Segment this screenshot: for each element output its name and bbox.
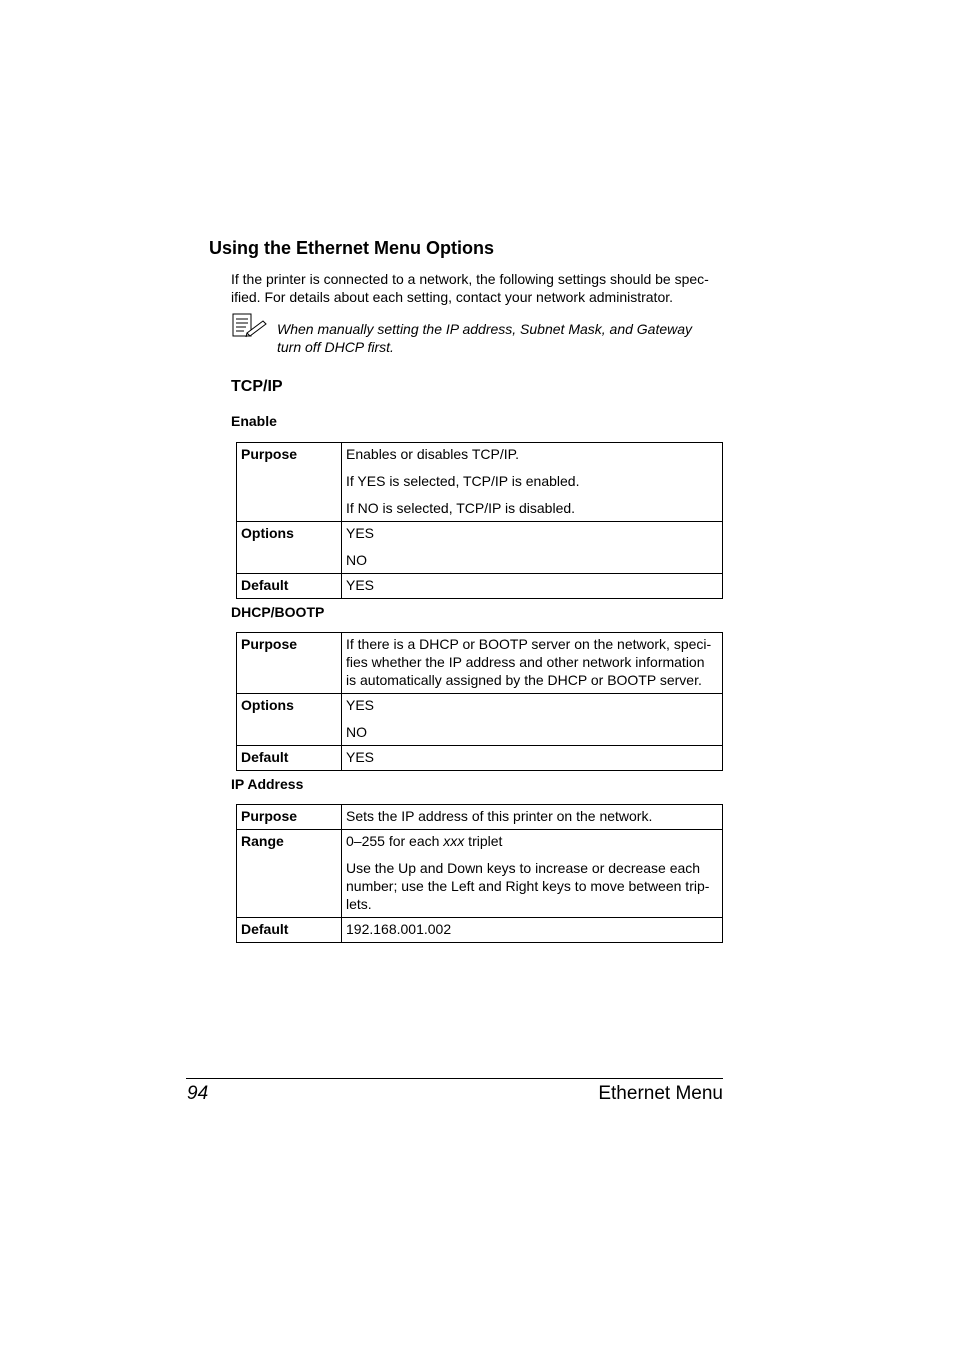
ip-address-table [236, 804, 723, 943]
purpose-line: Enables or disables TCP/IP. [346, 446, 520, 462]
purpose-label: Purpose [237, 633, 342, 694]
table-row [237, 830, 723, 918]
note-text-line-2: turn off DHCP first. [277, 339, 394, 355]
table-row [237, 694, 723, 746]
note-text-line-1: When manually setting the IP address, Subnet Mask, and Gateway [277, 321, 693, 337]
ip-address-heading: IP Address [231, 776, 304, 792]
table-row [237, 574, 723, 599]
footer-rule [186, 1078, 723, 1079]
purpose-label: Purpose [237, 805, 342, 830]
intro-paragraph: If the printer is connected to a network, the following settings should be spec- ified. For details about each setting, contact your network administrator. [231, 271, 709, 305]
range-label: Range [237, 830, 342, 918]
option-item: NO [346, 724, 367, 740]
table-row [237, 746, 723, 771]
table-row [237, 443, 723, 522]
table-row [237, 522, 723, 574]
purpose-value: If there is a DHCP or BOOTP server on the network, speci- fies whether the IP address and other network information is automatically assigned by the DHCP or BOOTP server. [342, 633, 723, 694]
option-item: NO [346, 552, 367, 568]
note-text [277, 320, 717, 356]
options-label: Options [237, 522, 342, 574]
default-value: 192.168.001.002 [342, 918, 723, 943]
table-row [237, 805, 723, 830]
purpose-line: If YES is selected, TCP/IP is enabled. [346, 473, 580, 489]
purpose-value [342, 443, 723, 522]
dhcp-heading: DHCP/BOOTP [231, 604, 325, 620]
table-row [237, 918, 723, 943]
options-label: Options [237, 694, 342, 746]
range-line [346, 832, 718, 850]
option-item: YES [346, 525, 375, 541]
enable-heading: Enable [231, 413, 277, 429]
range-italic: xxx [443, 833, 465, 849]
enable-table [236, 442, 723, 599]
range-suffix: triplet [464, 833, 503, 849]
default-label: Default [237, 746, 342, 771]
purpose-line: If NO is selected, TCP/IP is disabled. [346, 500, 576, 516]
range-prefix: 0–255 for each [346, 833, 444, 849]
range-value [342, 830, 723, 918]
table-row [237, 633, 723, 694]
purpose-label: Purpose [237, 443, 342, 522]
option-item: YES [346, 697, 375, 713]
options-value [342, 522, 723, 574]
footer-title: Ethernet Menu [598, 1083, 723, 1104]
options-value [342, 694, 723, 746]
dhcp-table [236, 632, 723, 771]
section-title: Using the Ethernet Menu Options [209, 238, 495, 258]
purpose-value: Sets the IP address of this printer on the network. [342, 805, 723, 830]
page-number: 94 [187, 1083, 209, 1104]
default-value: YES [342, 574, 723, 599]
default-label: Default [237, 574, 342, 599]
subsection-title: TCP/IP [231, 378, 283, 395]
default-label: Default [237, 918, 342, 943]
default-value: YES [342, 746, 723, 771]
note-pencil-icon [232, 313, 268, 339]
range-note: Use the Up and Down keys to increase or decrease each number; use the Left and Right keys to move between trip- lets. [346, 860, 710, 912]
